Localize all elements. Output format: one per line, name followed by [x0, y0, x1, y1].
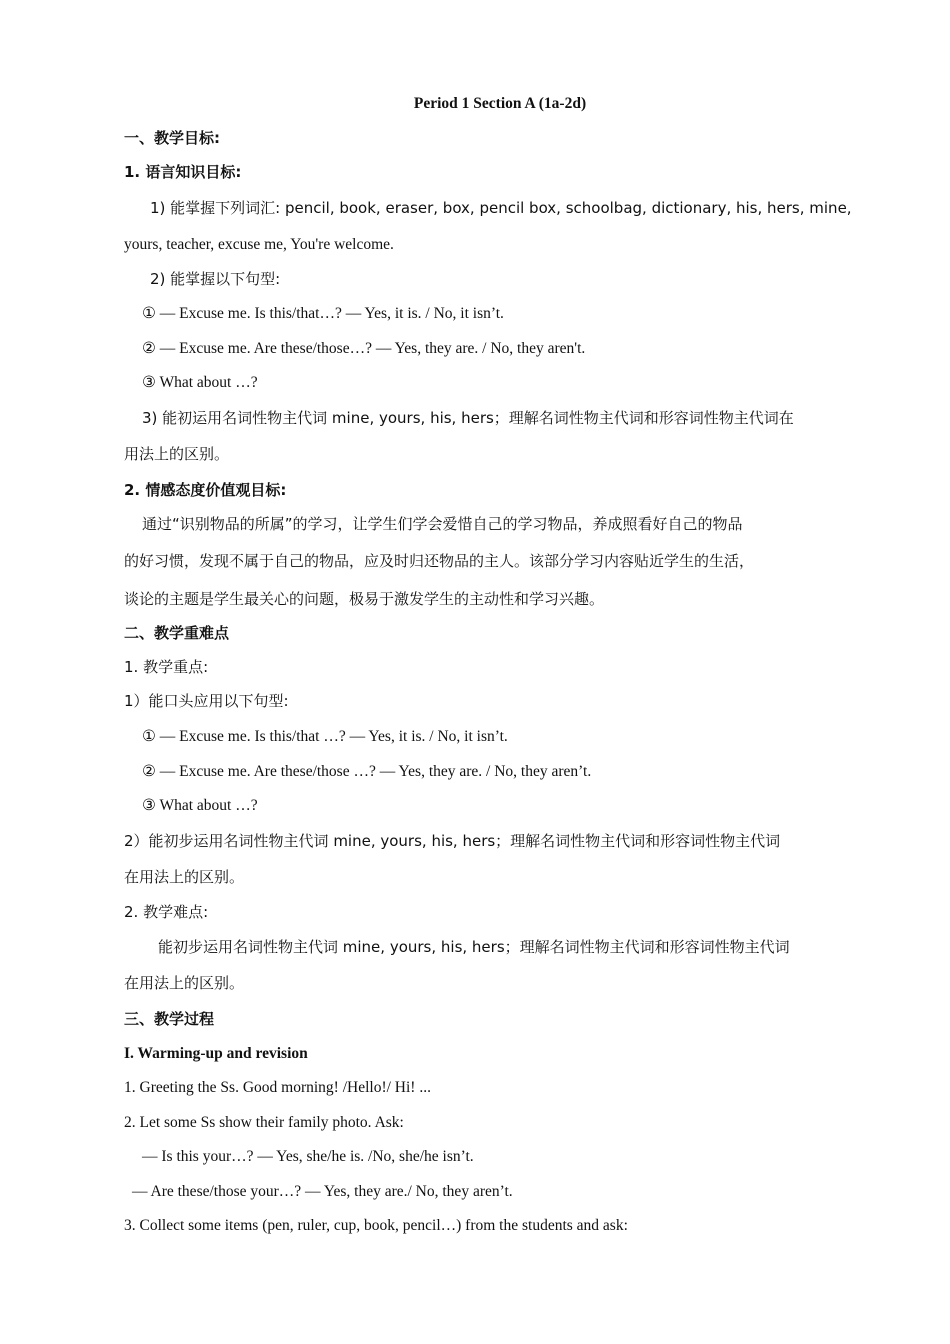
subheading-language-knowledge: 1. 语言知识目标:	[124, 163, 242, 181]
attitude-paragraph-line-2: 的好习惯，发现不属于自己的物品，应及时归还物品的主人。该部分学习内容贴近学生的生活，	[124, 552, 755, 570]
attitude-paragraph-line-1: 通过“识别物品的所属”的学习，让学生们学会爱惜自己的学习物品，养成照看好自己的物品	[142, 515, 743, 533]
key-point-1-heading: 1）能口头应用以下句型:	[124, 692, 289, 710]
process-step-2: 2. Let some Ss show their family photo. Ask:	[124, 1114, 404, 1131]
dialogue-line-1: — Is this your…? — Yes, she/he is. /No, she/he isn’t.	[142, 1148, 474, 1165]
difficult-point-line-2: 在用法上的区别。	[124, 974, 245, 992]
pattern-item-2: ② — Excuse me. Are these/those…? — Yes, they are. / No, they aren't.	[142, 340, 586, 357]
section-heading-teaching-process: 三、教学过程	[124, 1010, 215, 1028]
subheading-attitude-values: 2. 情感态度价值观目标:	[124, 481, 287, 499]
key-pattern-item-1: ① — Excuse me. Is this/that …? — Yes, it is. / No, it isn’t.	[142, 728, 508, 745]
key-points-heading: 1. 教学重点:	[124, 658, 209, 676]
pronoun-objective-line-1: 3) 能初运用名词性物主代词 mine, yours, his, hers；理解名词性物主代词和形容词性物主代词在	[142, 409, 794, 427]
pronoun-objective-line-2: 用法上的区别。	[124, 445, 230, 463]
vocab-line-2: yours, teacher, excuse me, You're welcome.	[124, 236, 394, 253]
key-pattern-item-3: ③ What about …?	[142, 797, 258, 814]
attitude-paragraph-line-3: 谈论的主题是学生最关心的问题，极易于激发学生的主动性和学习兴趣。	[124, 590, 605, 608]
process-step-3: 3. Collect some items (pen, ruler, cup, book, pencil…) from the students and ask:	[124, 1217, 628, 1234]
vocab-line-1: 1) 能掌握下列词汇: pencil, book, eraser, box, pencil box, schoolbag, dictionary, his, hers, mine,	[150, 199, 852, 217]
pattern-item-3: ③ What about …?	[142, 374, 258, 391]
key-point-2-line-2: 在用法上的区别。	[124, 868, 245, 886]
key-pattern-item-2: ② — Excuse me. Are these/those …? — Yes, they are. / No, they aren’t.	[142, 763, 592, 780]
dialogue-line-2: — Are these/those your…? — Yes, they are./ No, they aren’t.	[132, 1183, 513, 1200]
pattern-item-1: ① — Excuse me. Is this/that…? — Yes, it is. / No, it isn’t.	[142, 305, 504, 322]
section-heading-key-difficult-points: 二、教学重难点	[124, 624, 230, 642]
section-heading-objectives: 一、教学目标:	[124, 129, 220, 147]
sentence-pattern-heading: 2) 能掌握以下句型:	[150, 270, 281, 288]
process-step-1: 1. Greeting the Ss. Good morning! /Hello!/ Hi! ...	[124, 1079, 431, 1096]
difficult-points-heading: 2. 教学难点:	[124, 903, 209, 921]
difficult-point-line-1: 能初步运用名词性物主代词 mine, yours, his, hers；理解名词性物主代词和形容词性物主代词	[158, 938, 790, 956]
warming-up-heading: I. Warming-up and revision	[124, 1045, 308, 1062]
key-point-2-line-1: 2）能初步运用名词性物主代词 mine, yours, his, hers；理解名词性物主代词和形容词性物主代词	[124, 832, 781, 850]
document-title: Period 1 Section A (1a-2d)	[413, 95, 587, 112]
